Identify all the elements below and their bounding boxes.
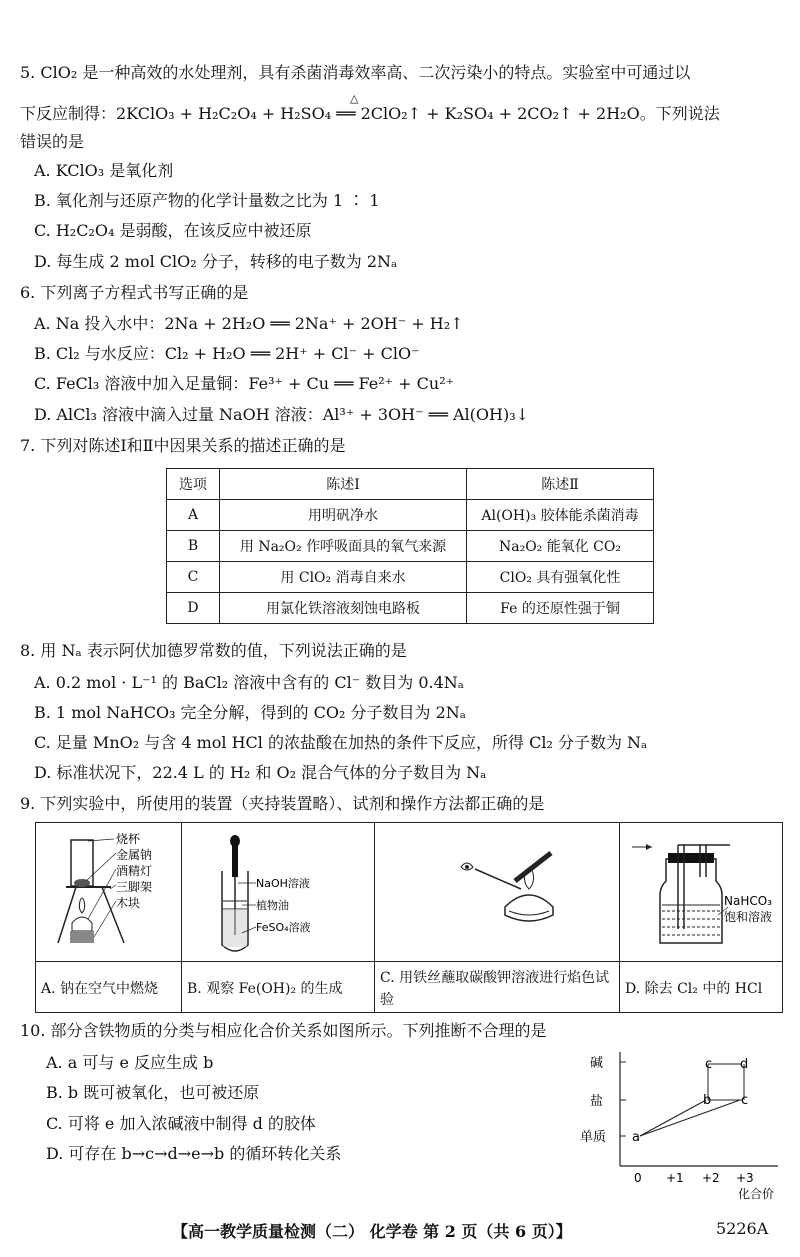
point-c-salt: c	[741, 1093, 749, 1108]
figure-b-cell	[182, 823, 375, 962]
cell: Al(OH)₃ 胶体能杀菌消毒	[467, 500, 654, 531]
header-statement-1: 陈述Ⅰ	[220, 469, 467, 500]
y-label-base: 碱	[590, 1056, 604, 1071]
caption-a: A. 钠在空气中燃烧	[36, 962, 182, 1013]
q8-option-b: B. 1 mol NaHCO₃ 完全分解，得到的 CO₂ 分子数目为 2Nₐ	[34, 703, 466, 722]
header-statement-2: 陈述Ⅱ	[467, 469, 654, 500]
q5-line1: 5. ClO₂ 是一种高效的水处理剂，具有杀菌消毒效率高、二次污染小的特点。实验室中可通过以	[20, 63, 691, 82]
q10-stem: 10. 部分含铁物质的分类与相应化合价关系如图所示。下列推断不合理的是	[20, 1021, 547, 1040]
q5-line3: 错误的是	[20, 132, 85, 151]
q7-table	[166, 468, 654, 624]
cell: 用明矾净水	[220, 500, 467, 531]
q9-apparatus-table	[35, 822, 783, 1013]
q6-option-a: A. Na 投入水中：2Na + 2H₂O ══ 2Na⁺ + 2OH⁻ + H₂↑	[34, 314, 464, 333]
header-option: 选项	[167, 469, 220, 500]
q6-option-d: D. AlCl₃ 溶液中滴入过量 NaOH 溶液：Al³⁺ + 3OH⁻ ══ Al(OH)₃↓	[34, 405, 530, 424]
q7-stem: 7. 下列对陈述Ⅰ和Ⅱ中因果关系的描述正确的是	[20, 436, 346, 455]
cell: 用 ClO₂ 消毒自来水	[220, 562, 467, 593]
cell: ClO₂ 具有强氧化性	[467, 562, 654, 593]
q10-option-b: B. b 既可被氧化，也可被还原	[46, 1083, 260, 1102]
x-tick-1: +1	[666, 1171, 684, 1185]
q10-option-a: A. a 可与 e 反应生成 b	[46, 1053, 214, 1072]
q8-option-a: A. 0.2 mol · L⁻¹ 的 BaCl₂ 溶液中含有的 Cl⁻ 数目为 0.4Nₐ	[34, 673, 464, 692]
point-b: b	[703, 1093, 712, 1108]
q10-option-c: C. 可将 e 加入浓碱液中制得 d 的胶体	[46, 1114, 316, 1133]
cell: C	[167, 562, 220, 593]
x-tick-0: 0	[634, 1171, 642, 1185]
cell: Fe 的还原性强于铜	[467, 593, 654, 624]
q6-option-b: B. Cl₂ 与水反应：Cl₂ + H₂O ══ 2H⁺ + Cl⁻ + ClO⁻	[34, 344, 420, 363]
q5-option-c: C. H₂C₂O₄ 是弱酸，在该反应中被还原	[34, 221, 312, 240]
x-tick-2: +2	[702, 1171, 720, 1185]
caption-b: B. 观察 Fe(OH)₂ 的生成	[182, 962, 375, 1013]
q10-option-d: D. 可存在 b→c→d→e→b 的循环转化关系	[46, 1144, 342, 1163]
flame-test-apparatus	[375, 823, 619, 961]
x-axis-label: 化合价	[738, 1187, 775, 1200]
cell: D	[167, 593, 220, 624]
point-d: d	[740, 1057, 749, 1072]
iron-valence-graph	[578, 1048, 788, 1200]
label-beaker: 烧杯	[116, 832, 141, 846]
label-nahco3: NaHCO₃	[724, 894, 772, 908]
cell: 用氯化铁溶液刻蚀电路板	[220, 593, 467, 624]
y-label-element: 单质	[580, 1130, 607, 1145]
caption-d: D. 除去 Cl₂ 中的 HCl	[620, 962, 783, 1013]
label-oil: 植物油	[256, 899, 289, 912]
q8-option-d: D. 标准状况下，22.4 L 的 H₂ 和 O₂ 混合气体的分子数目为 Nₐ	[34, 763, 487, 782]
q8-stem: 8. 用 Nₐ 表示阿伏加德罗常数的值，下列说法正确的是	[20, 641, 407, 660]
label-wood-block: 木块	[116, 896, 141, 910]
table-row	[167, 500, 654, 531]
q9-stem: 9. 下列实验中，所使用的装置（夹持装置略）、试剂和操作方法都正确的是	[20, 794, 545, 813]
figure-a-cell	[36, 823, 182, 962]
cell: 用 Na₂O₂ 作呼吸面具的氧气来源	[220, 531, 467, 562]
label-saturated-solution: 饱和溶液	[724, 910, 773, 924]
table-row	[167, 531, 654, 562]
caption-c: C. 用铁丝蘸取碳酸钾溶液进行焰色试验	[375, 962, 620, 1013]
gas-washing-bottle	[620, 823, 782, 961]
point-c-top: c	[705, 1057, 713, 1072]
figure-c-cell	[375, 823, 620, 962]
label-sodium: 金属钠	[116, 848, 153, 862]
point-a: a	[632, 1130, 640, 1145]
cell: B	[167, 531, 220, 562]
table-row	[167, 562, 654, 593]
heat-symbol: △	[350, 92, 359, 105]
figure-d-cell	[620, 823, 783, 962]
cell: Na₂O₂ 能氧化 CO₂	[467, 531, 654, 562]
q6-option-c: C. FeCl₃ 溶液中加入足量铜：Fe³⁺ + Cu ══ Fe²⁺ + Cu²⁺	[34, 374, 455, 393]
table-row	[167, 593, 654, 624]
q8-option-c: C. 足量 MnO₂ 与含 4 mol HCl 的浓盐酸在加热的条件下反应，所得 Cl₂ 分子数为 Nₐ	[34, 733, 648, 752]
table-header-row	[167, 469, 654, 500]
cell: A	[167, 500, 220, 531]
q6-stem: 6. 下列离子方程式书写正确的是	[20, 283, 249, 302]
label-tripod: 三脚架	[116, 880, 153, 894]
q5-line2: 下反应制得：2KClO₃ + H₂C₂O₄ + H₂SO₄ ══ 2ClO₂↑ + K₂SO₄ + 2CO₂↑ + 2H₂O。下列说法	[20, 104, 720, 123]
q5-option-a: A. KClO₃ 是氧化剂	[34, 161, 174, 180]
q5-option-d: D. 每生成 2 mol ClO₂ 分子，转移的电子数为 2Nₐ	[34, 252, 398, 271]
label-alcohol-lamp: 酒精灯	[116, 864, 153, 878]
page-footer: 【高一教学质量检测（二） 化学卷 第 2 页（共 6 页）】	[172, 1222, 572, 1241]
test-tube-apparatus	[182, 823, 374, 961]
y-label-salt: 盐	[590, 1094, 604, 1109]
burning-sodium-apparatus	[36, 823, 181, 961]
x-tick-3: +3	[736, 1171, 754, 1185]
label-naoh: NaOH溶液	[256, 877, 310, 890]
q5-option-b: B. 氧化剂与还原产物的化学计量数之比为 1 ∶ 1	[34, 191, 380, 210]
exam-code: 5226A	[716, 1219, 769, 1238]
label-feso4: FeSO₄溶液	[256, 921, 311, 934]
